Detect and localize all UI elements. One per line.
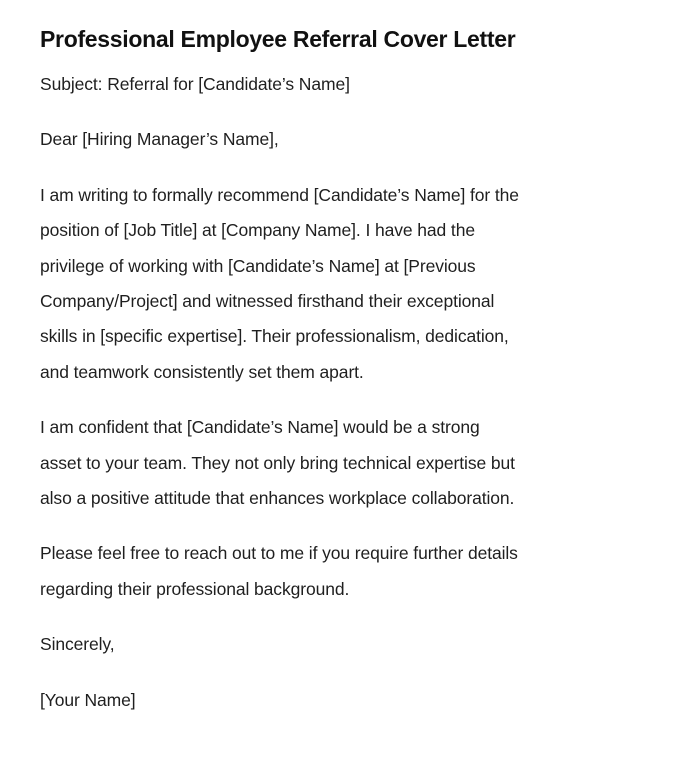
text-line: [Your Name]	[40, 689, 136, 710]
text-line: asset to your team. They not only bring technical expertise but	[40, 452, 515, 473]
text-line: also a positive attitude that enhances workplace collaboration.	[40, 488, 515, 509]
text-line: and teamwork consistently set them apart.	[40, 361, 364, 382]
document-title: Professional Employee Referral Cover Letter	[40, 26, 516, 52]
body-paragraph-3	[40, 536, 662, 607]
text-line: Please feel free to reach out to me if you require further details	[40, 543, 518, 564]
signature-placeholder	[40, 683, 662, 718]
text-line: Sincerely,	[40, 634, 115, 655]
subject-line	[40, 67, 662, 102]
text-line: Dear [Hiring Manager’s Name],	[40, 129, 279, 150]
body-paragraph-2	[40, 410, 662, 516]
salutation	[40, 122, 662, 157]
text-line: privilege of working with [Candidate’s Name] at [Previous	[40, 255, 476, 276]
text-line: regarding their professional background.	[40, 578, 350, 599]
text-line: Company/Project] and witnessed firsthand their exceptional	[40, 291, 495, 312]
text-line: I am writing to formally recommend [Candidate’s Name] for the	[40, 184, 519, 205]
body-paragraph-1	[40, 178, 662, 390]
text-line: skills in [specific expertise]. Their professionalism, dedication,	[40, 326, 509, 347]
closing	[40, 627, 662, 662]
text-line: Subject: Referral for [Candidate’s Name]	[40, 74, 350, 94]
text-line: I am confident that [Candidate’s Name] would be a strong	[40, 417, 480, 438]
text-line: position of [Job Title] at [Company Name]. I have had the	[40, 220, 475, 241]
